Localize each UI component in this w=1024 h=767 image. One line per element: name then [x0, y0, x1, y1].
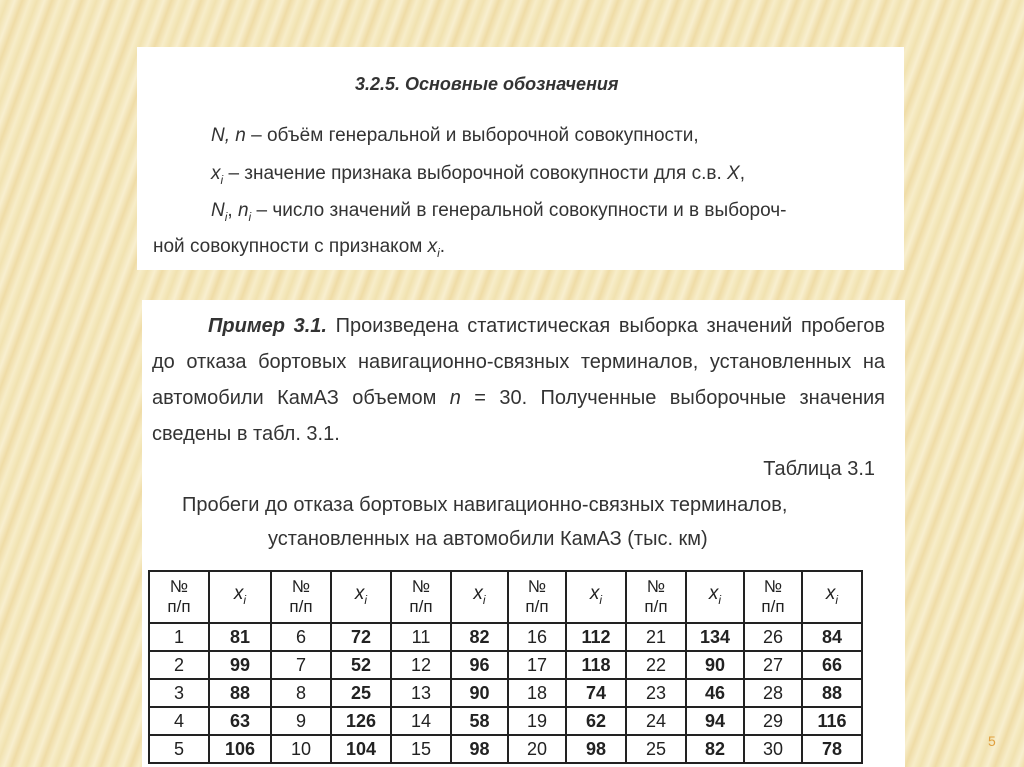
- header-index-symbol: №: [411, 577, 431, 596]
- index-cell: 8: [271, 679, 331, 707]
- table-row: [149, 707, 862, 735]
- index-cell: 13: [391, 679, 451, 707]
- header-index-label: п/п: [289, 597, 313, 616]
- header-index-symbol: №: [169, 577, 189, 596]
- value-cell: 82: [686, 735, 744, 763]
- example-panel: [142, 300, 905, 767]
- value-cell: 52: [331, 651, 391, 679]
- header-value: $x_i$: [566, 571, 626, 623]
- index-cell: 5: [149, 735, 209, 763]
- index-cell: 9: [271, 707, 331, 735]
- header-index: [149, 571, 209, 623]
- index-cell: 28: [744, 679, 802, 707]
- value-cell: 126: [331, 707, 391, 735]
- index-cell: 22: [626, 651, 686, 679]
- index-cell: 27: [744, 651, 802, 679]
- notation-line-2: $x_i$ – значение признака выборочной совокупности для с.в. X,: [211, 163, 745, 187]
- index-cell: 15: [391, 735, 451, 763]
- mileage-table: [148, 570, 863, 764]
- value-cell: 62: [566, 707, 626, 735]
- header-index-label: п/п: [409, 597, 433, 616]
- value-cell: 94: [686, 707, 744, 735]
- index-cell: 14: [391, 707, 451, 735]
- value-cell: 96: [451, 651, 508, 679]
- header-index: [391, 571, 451, 623]
- index-cell: 17: [508, 651, 566, 679]
- value-cell: 118: [566, 651, 626, 679]
- index-cell: 18: [508, 679, 566, 707]
- index-cell: 6: [271, 623, 331, 651]
- table-header-row: [149, 571, 862, 623]
- page-number: 5: [988, 733, 996, 749]
- index-cell: 3: [149, 679, 209, 707]
- value-cell: 72: [331, 623, 391, 651]
- index-cell: 11: [391, 623, 451, 651]
- value-cell: 82: [451, 623, 508, 651]
- header-index-symbol: №: [527, 577, 547, 596]
- notation-line-3: $N_i$, $n_i$ – число значений в генеральной совокупности и в выбороч-: [211, 200, 787, 224]
- index-cell: 26: [744, 623, 802, 651]
- table-row: [149, 623, 862, 651]
- section-heading: 3.2.5. Основные обозначения: [355, 74, 619, 94]
- example-paragraph: Пример 3.1. Произведена статистическая выборка значений пробегов до отказа бортовых навигационно-связных терминалов, установленных на автомобили КамАЗ объемом n = 30. Полученные выборочные значения сведены в табл. 3.1.: [152, 315, 885, 445]
- header-index-label: п/п: [644, 597, 668, 616]
- index-cell: 7: [271, 651, 331, 679]
- notation-line-4: ной совокупности с признаком $x_i$.: [153, 236, 446, 260]
- header-index-symbol: №: [646, 577, 666, 596]
- header-index: [271, 571, 331, 623]
- header-index-symbol: №: [763, 577, 783, 596]
- value-cell: 99: [209, 651, 271, 679]
- table-caption-line-1: Пробеги до отказа бортовых навигационно-связных терминалов,: [182, 494, 788, 516]
- index-cell: 10: [271, 735, 331, 763]
- index-cell: 23: [626, 679, 686, 707]
- header-value: $x_i$: [451, 571, 508, 623]
- header-value: $x_i$: [331, 571, 391, 623]
- header-index: [626, 571, 686, 623]
- value-cell: 106: [209, 735, 271, 763]
- table-row: [149, 735, 862, 763]
- index-cell: 1: [149, 623, 209, 651]
- value-cell: 98: [566, 735, 626, 763]
- value-cell: 112: [566, 623, 626, 651]
- value-cell: 74: [566, 679, 626, 707]
- table-body: [149, 623, 862, 763]
- value-cell: 134: [686, 623, 744, 651]
- index-cell: 2: [149, 651, 209, 679]
- value-cell: 90: [451, 679, 508, 707]
- value-cell: 90: [686, 651, 744, 679]
- table-label: Таблица 3.1: [763, 458, 875, 480]
- header-index-label: п/п: [525, 597, 549, 616]
- notation-panel: [137, 47, 904, 270]
- value-cell: 25: [331, 679, 391, 707]
- table-caption-line-2: установленных на автомобили КамАЗ (тыс. км): [268, 528, 708, 550]
- value-cell: 58: [451, 707, 508, 735]
- index-cell: 24: [626, 707, 686, 735]
- header-index-label: п/п: [761, 597, 785, 616]
- value-cell: 78: [802, 735, 862, 763]
- index-cell: 19: [508, 707, 566, 735]
- index-cell: 30: [744, 735, 802, 763]
- value-cell: 88: [209, 679, 271, 707]
- index-cell: 16: [508, 623, 566, 651]
- value-cell: 116: [802, 707, 862, 735]
- index-cell: 4: [149, 707, 209, 735]
- table-row: [149, 679, 862, 707]
- header-value: $x_i$: [686, 571, 744, 623]
- index-cell: 20: [508, 735, 566, 763]
- value-cell: 63: [209, 707, 271, 735]
- header-index-symbol: №: [291, 577, 311, 596]
- value-cell: 66: [802, 651, 862, 679]
- header-index: [508, 571, 566, 623]
- value-cell: 88: [802, 679, 862, 707]
- header-value: $x_i$: [209, 571, 271, 623]
- header-value: $x_i$: [802, 571, 862, 623]
- header-index-label: п/п: [167, 597, 191, 616]
- value-cell: 104: [331, 735, 391, 763]
- header-index: [744, 571, 802, 623]
- value-cell: 98: [451, 735, 508, 763]
- table-row: [149, 651, 862, 679]
- index-cell: 29: [744, 707, 802, 735]
- notation-line-1: N, n – объём генеральной и выборочной совокупности,: [211, 125, 699, 146]
- index-cell: 12: [391, 651, 451, 679]
- value-cell: 84: [802, 623, 862, 651]
- value-cell: 81: [209, 623, 271, 651]
- index-cell: 21: [626, 623, 686, 651]
- index-cell: 25: [626, 735, 686, 763]
- value-cell: 46: [686, 679, 744, 707]
